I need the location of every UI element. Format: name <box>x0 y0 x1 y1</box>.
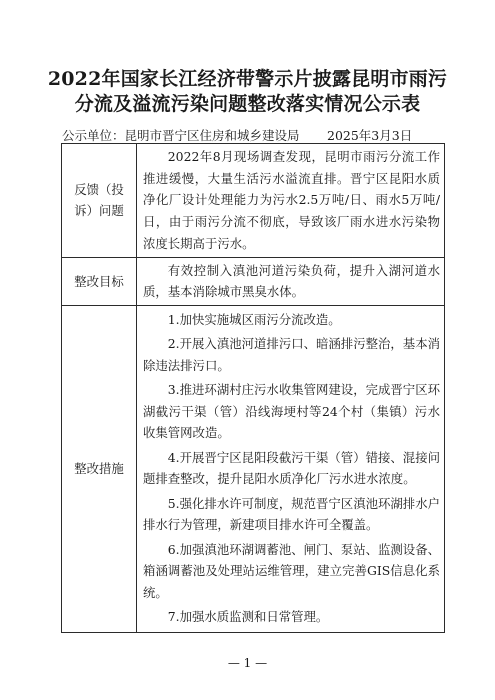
measure-item: 4.开展晋宁区昆阳段截污干渠（管）错接、混接问题排查整改，提升昆阳水质净化厂污水进水浓度。 <box>143 449 440 487</box>
measure-item: 5.强化排水许可制度，规范晋宁区滇池环湖排水户排水行为管理，新建项目排水许可全覆盖。 <box>143 495 440 533</box>
measure-item: 1.加快实施城区雨污分流改造。 <box>167 311 341 327</box>
measures-label: 整改措施 <box>62 305 137 632</box>
measure-item: 6.加强滇池环湖调蓄池、闸门、泵站、监测设备、箱涵调蓄池及处理站运维管理，建立完善GIS信息化系统。 <box>143 541 440 600</box>
publish-date: 2025年3月3日 <box>327 128 413 143</box>
measure-item: 2.开展入滇池河道排污口、暗涵排污整治，基本消除违法排污口。 <box>143 336 440 373</box>
feedback-content: 2022年8月现场调查发现，昆明市雨污分流工作推进缓慢，大量生活污水溢流直排。晋宁区昆阳水质净化厂设计处理能力为污水2.5万吨/日、雨水5万吨/日，由于雨污分流不彻底，导致该厂雨水进水污染物浓度长期高于污水。 <box>143 149 440 251</box>
goal-label: 整改目标 <box>62 257 137 305</box>
document-title-line-2: 分流及溢流污染问题整改落实情况公示表 <box>74 93 421 115</box>
goal-content: 有效控制入滇池河道污染负荷，提升入湖河道水质，基本消除城市黑臭水体。 <box>143 262 440 300</box>
table-row-measures <box>62 305 445 632</box>
feedback-label: 反馈（投诉）问题 <box>62 144 137 258</box>
measure-item: 3.推进环湖村庄污水收集管网建设，完成晋宁区环湖截污干渠（管）沿线海埂村等24个村（集镇）污水收集管网改造。 <box>143 382 440 441</box>
table-row-feedback <box>62 144 445 258</box>
page-number: — 1 — <box>227 656 268 670</box>
rectification-table <box>61 143 445 633</box>
measure-item: 7.加强水质监测和日常管理。 <box>167 609 329 625</box>
table-row-goal <box>62 257 445 305</box>
feedback-content-cell <box>137 144 445 258</box>
document-title-line-1: 2022年国家长江经济带警示片披露昆明市雨污 <box>47 68 448 90</box>
publisher-label: 公示单位：昆明市晋宁区住房和城乡建设局 <box>62 128 300 143</box>
measures-content-cell <box>137 305 445 632</box>
goal-content-cell <box>137 257 445 305</box>
